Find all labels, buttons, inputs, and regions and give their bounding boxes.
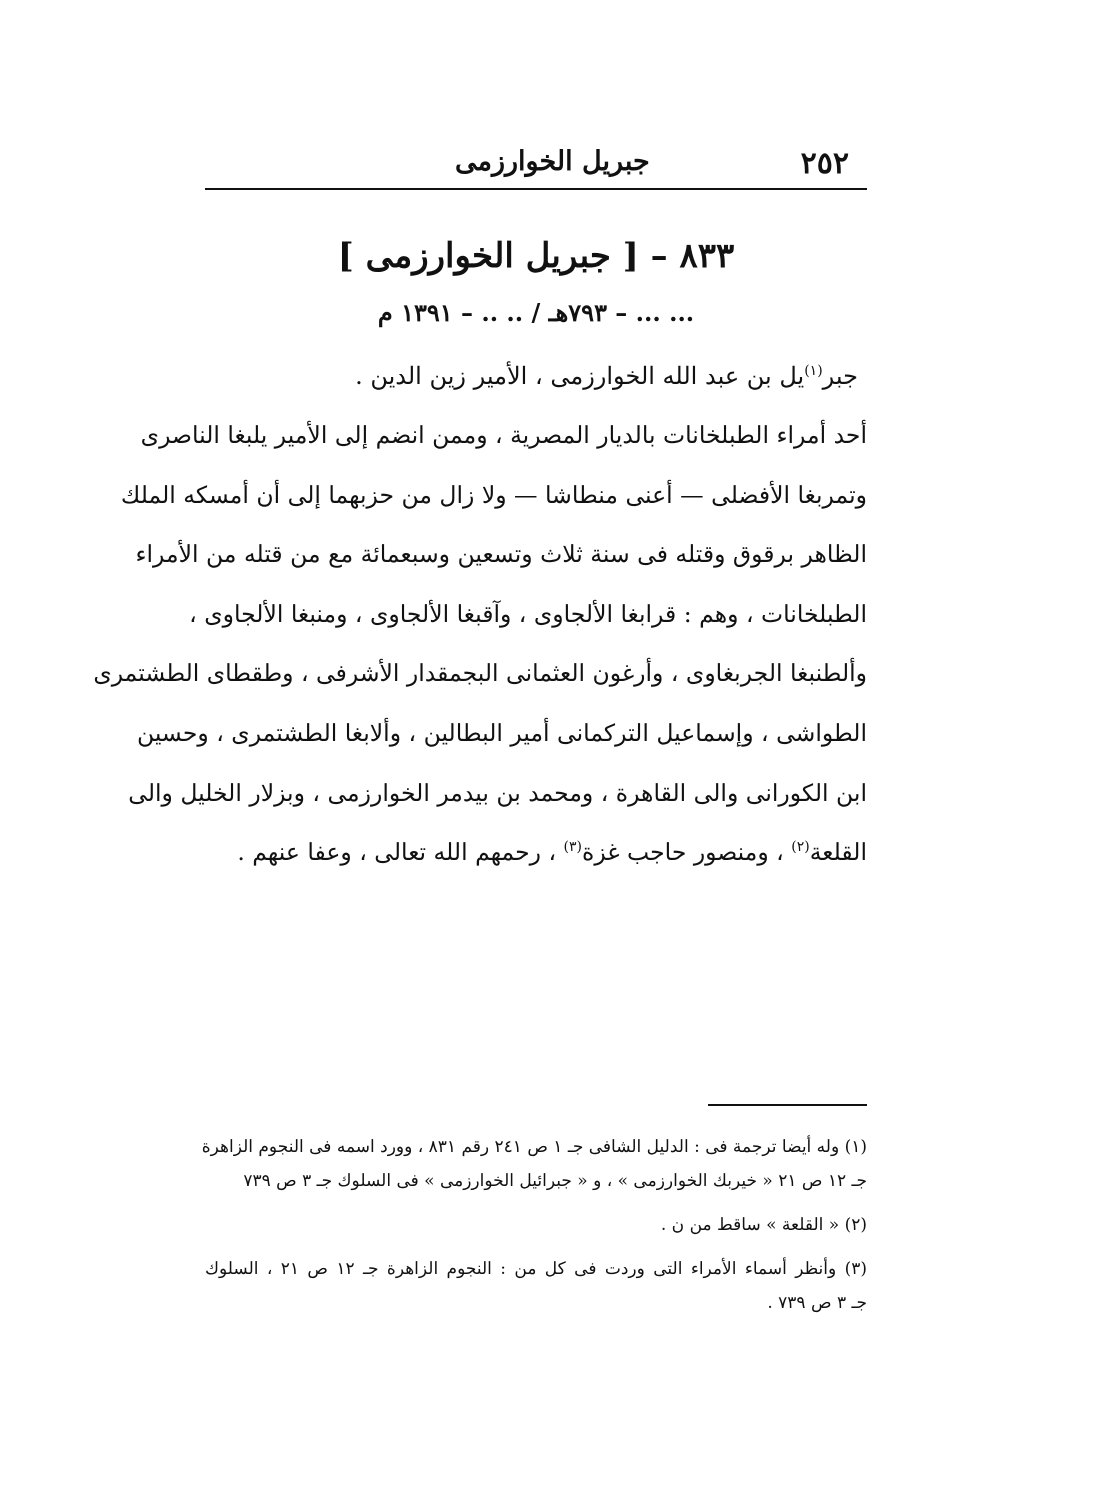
footnote-1-line-2: جـ ١٢ ص ٢١ « خيربك الخوارزمى » ، و « جبرائيل الخوارزمى » فى السلوك جـ ٣ ص ٧٣٩ <box>243 1171 867 1191</box>
running-title: جبريل الخوارزمى <box>455 146 650 177</box>
body-line: الطواشى ، وإسماعيل التركمانى أمير البطالين ، وألابغا الطشتمرى ، وحسين <box>136 718 867 747</box>
page-header <box>205 138 867 190</box>
footnote-2: (٢) « القلعة » ساقط من ن . <box>660 1215 867 1235</box>
footnote-ref-2: (٢) <box>791 839 810 856</box>
header-rule <box>205 188 867 190</box>
body-line-last <box>205 823 867 883</box>
footnote-3-line-1: (٣) وأنظر أسماء الأمراء التى وردت فى كل من : النجوم الزاهرة جـ ١٢ ص ٢١ ، السلوك <box>205 1259 867 1279</box>
page-number: ٢٥٢ <box>800 146 849 181</box>
body-line: الطبلخانات ، وهم : قرابغا الألجاوى ، وآقبغا الألجاوى ، ومنبغا الألجاوى ، <box>189 599 867 628</box>
entry-name-line <box>198 356 858 396</box>
name-text-end: يل بن عبد الله الخوارزمى ، الأمير زين الدين . <box>355 362 805 390</box>
body-line: وتمربغا الأفضلى — أعنى منطاشا — ولا زال من حزبهما إلى أن أمسكه الملك <box>120 480 867 509</box>
body-line: أحد أمراء الطبلخانات بالديار المصرية ، وممن انضم إلى الأمير يلبغا الناصرى <box>140 421 867 449</box>
body-text-closing: ، رحمهم الله تعالى ، وعفا عنهم . <box>237 838 564 867</box>
body-line: وألطنبغا الجربغاوى ، وأرغون العثمانى البجمقدار الأشرفى ، وطقطاى الطشتمرى <box>93 659 867 688</box>
footnotes <box>201 1130 867 1320</box>
body-line: الظاهر برقوق وقتله فى سنة ثلاث وتسعين وسبعمائة مع من قتله من الأمراء <box>135 540 867 569</box>
footnote-3-line-2: جـ ٣ ص ٧٣٩ . <box>767 1293 867 1313</box>
name-text-start: جبر <box>822 362 858 390</box>
body-line: ابن الكورانى والى القاهرة ، ومحمد بن بيدمر الخوارزمى ، وبزلار الخليل والى <box>128 778 867 807</box>
footnote-ref-3: (٣) <box>563 839 583 856</box>
footnote-ref-1: (١) <box>804 363 823 379</box>
body-text-qalaa: القلعة <box>809 838 867 867</box>
entry-dates: ... ... – ٧٩٣هـ / .. .. – ١٣٩١ م <box>377 298 695 327</box>
footnote-1-line-1: (١) وله أيضا ترجمة فى : الدليل الشافى جـ ١ ص ٢٤١ رقم ٨٣١ ، وورد اسمه فى النجوم الزاهرة <box>201 1137 867 1157</box>
footnote-rule <box>708 1104 867 1106</box>
entry-body <box>93 406 867 883</box>
entry-title: ٨٣٣ – [ جبريل الخوارزمى ] <box>337 236 735 276</box>
body-text-mansur: ، ومنصور حاجب غزة <box>582 838 792 867</box>
